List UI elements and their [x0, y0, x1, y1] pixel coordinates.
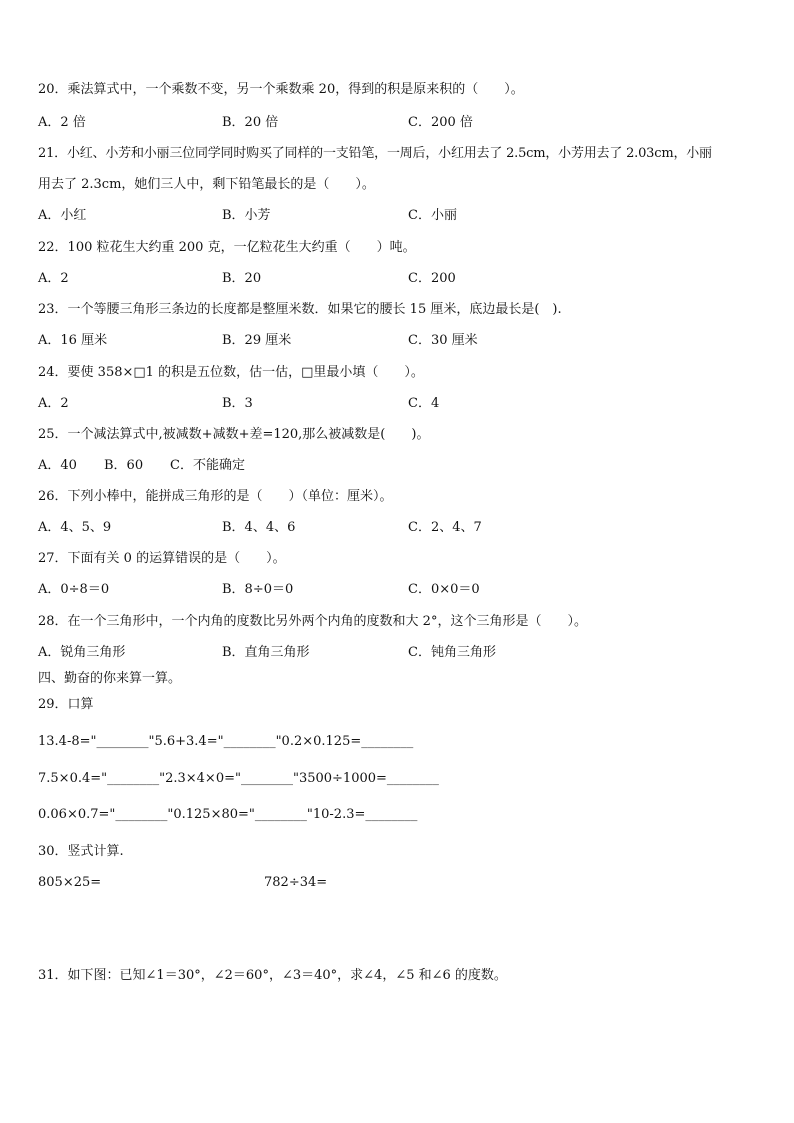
question-25: 25．一个减法算式中,被减数+减数+差=120,那么被减数是( )。: [38, 427, 430, 442]
q24-option-b[interactable]: B．3: [222, 396, 253, 411]
q22-option-b[interactable]: B．20: [222, 271, 262, 286]
q20-option-b[interactable]: B．20 倍: [222, 115, 279, 130]
section-4-heading: 四、勤奋的你来算一算。: [38, 671, 182, 686]
q23-option-c[interactable]: C．30 厘米: [408, 333, 478, 348]
q20-option-a[interactable]: A．2 倍: [38, 115, 86, 130]
question-30-title: 30．竖式计算.: [38, 844, 124, 859]
question-27: 27．下面有关 0 的运算错误的是（ ）。: [38, 551, 286, 566]
question-31: 31．如下图：已知∠1＝30°，∠2＝60°，∠3＝40°，求∠4，∠5 和∠6 的度数。: [38, 968, 507, 983]
question-22: 22．100 粒花生大约重 200 克，一亿粒花生大约重（ ）吨。: [38, 240, 416, 255]
q20-option-c[interactable]: C．200 倍: [408, 115, 473, 130]
q21-option-c[interactable]: C．小丽: [408, 208, 457, 223]
q24-option-a[interactable]: A．2: [38, 396, 69, 411]
q29-row-1: 13.4-8="________"5.6+3.4="________"0.2×0.125=________: [38, 734, 414, 749]
q23-option-b[interactable]: B．29 厘米: [222, 333, 292, 348]
q29-row-3: 0.06×0.7="________"0.125×80="________"10-2.3=________: [38, 807, 418, 822]
q27-option-c[interactable]: C．0×0＝0: [408, 582, 480, 597]
q23-option-a[interactable]: A．16 厘米: [38, 333, 108, 348]
question-20: 20．乘法算式中，一个乘数不变，另一个乘数乘 20，得到的积是原来积的（ ）。: [38, 82, 524, 97]
q28-option-b[interactable]: B．直角三角形: [222, 645, 310, 660]
q29-row-2: 7.5×0.4="________"2.3×4×0="________"3500÷1000=________: [38, 771, 439, 786]
q26-option-c[interactable]: C．2、4、7: [408, 520, 482, 535]
question-28: 28．在一个三角形中，一个内角的度数比另外两个内角的度数和大 2°，这个三角形是（ ）。: [38, 614, 587, 629]
q22-option-a[interactable]: A．2: [38, 271, 69, 286]
question-21-line-1: 21．小红、小芳和小丽三位同学同时购买了同样的一支铅笔，一周后，小红用去了 2.5cm，小芳用去了 2.03cm，小丽: [38, 146, 712, 161]
q28-option-a[interactable]: A．锐角三角形: [38, 645, 126, 660]
q21-option-b[interactable]: B．小芳: [222, 208, 271, 223]
q28-option-c[interactable]: C．钝角三角形: [408, 645, 496, 660]
q26-option-a[interactable]: A．4、5、9: [38, 520, 112, 535]
q30-problem-right: 782÷34=: [264, 875, 328, 890]
question-29-title: 29．口算: [38, 697, 94, 712]
q25-option-a[interactable]: A．40: [38, 458, 77, 473]
q25-option-b[interactable]: B．60: [104, 458, 144, 473]
question-21-line-2: 用去了 2.3cm，她们三人中，剩下铅笔最长的是（ ）。: [38, 177, 375, 192]
q25-option-c[interactable]: C．不能确定: [170, 458, 245, 473]
q30-problem-left: 805×25=: [38, 875, 102, 890]
q24-option-c[interactable]: C．4: [408, 396, 440, 411]
question-26: 26．下列小棒中，能拼成三角形的是（ ）（单位：厘米）。: [38, 489, 393, 504]
q27-option-b[interactable]: B．8÷0＝0: [222, 582, 294, 597]
q26-option-b[interactable]: B．4、4、6: [222, 520, 296, 535]
question-23: 23．一个等腰三角形三条边的长度都是整厘米数．如果它的腰长 15 厘米，底边最长是( ).: [38, 302, 562, 317]
q22-option-c[interactable]: C．200: [408, 271, 456, 286]
question-24: 24．要使 358×□1 的积是五位数，估一估，□里最小填（ ）。: [38, 365, 424, 380]
q21-option-a[interactable]: A．小红: [38, 208, 87, 223]
q27-option-a[interactable]: A．0÷8＝0: [38, 582, 110, 597]
